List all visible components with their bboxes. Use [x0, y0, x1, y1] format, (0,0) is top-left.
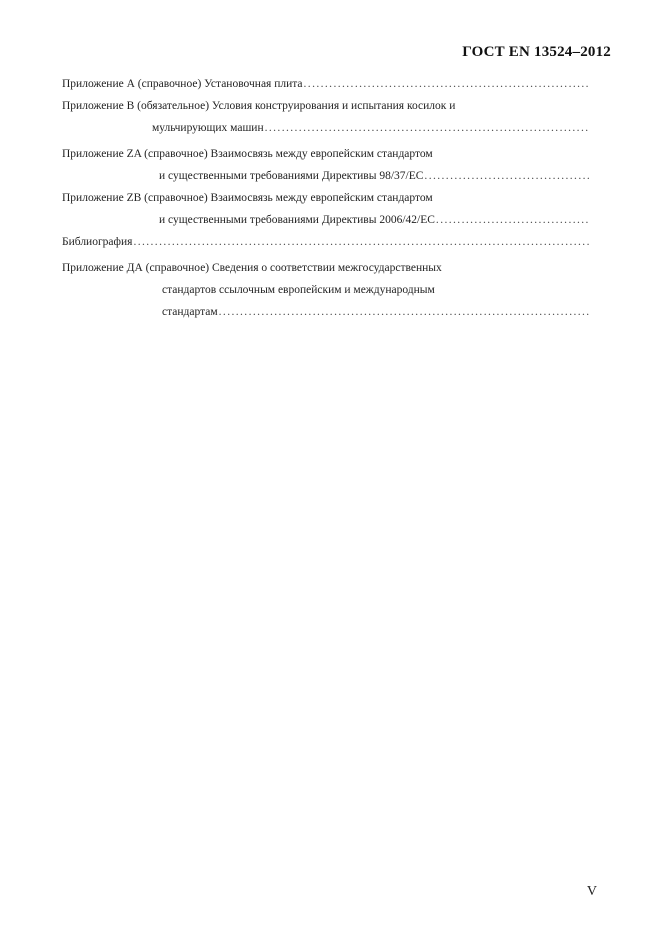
toc-entry-annex-a[interactable]: [62, 73, 590, 95]
toc-entry-annex-za[interactable]: [62, 143, 590, 187]
toc-entry-text: Приложение А (справочное) Установочная плита: [62, 78, 303, 90]
toc-line: [62, 95, 590, 117]
toc-line: [62, 117, 590, 139]
toc-line: [62, 73, 590, 95]
toc-entry-text-continued: мульчирующих машин: [152, 122, 264, 134]
toc-entry-annex-zb[interactable]: [62, 187, 590, 231]
toc-entry-text: Приложение ZB (справочное) Взаимосвязь между европейским стандартом: [62, 192, 433, 204]
dot-leader: [265, 117, 590, 139]
toc-entry-bibliography[interactable]: [62, 231, 590, 253]
page-number: V: [586, 884, 597, 899]
dot-leader: [436, 209, 590, 231]
toc-entry-text-continued: и существенными требованиями Директивы 98/37/ЕС: [159, 170, 424, 182]
dot-leader: [133, 231, 590, 253]
toc-entry-text: Библиография: [62, 236, 133, 248]
toc-entry-annex-b[interactable]: [62, 95, 590, 139]
toc-line: [62, 231, 590, 253]
toc-entry-text: Приложение В (обязательное) Условия конструирования и испытания косилок и: [62, 100, 456, 112]
toc-line: [62, 165, 590, 187]
toc-entry-text: Приложение ДА (справочное) Сведения о соответствии межгосударственных: [62, 262, 442, 274]
toc-line: [62, 209, 590, 231]
toc-entry-text-continued: и существенными требованиями Директивы 2006/42/ЕС: [159, 214, 435, 226]
toc-entry-text-continued: стандартов ссылочным европейским и международным: [162, 284, 435, 296]
toc-entry-annex-da[interactable]: [62, 257, 590, 323]
toc-line: [62, 187, 590, 209]
document-code-header: ГОСТ EN 13524–2012: [462, 44, 611, 60]
toc-entry-text-continued: стандартам: [162, 306, 218, 318]
toc-line: [62, 301, 590, 323]
toc-entry-text: Приложение ZA (справочное) Взаимосвязь между европейским стандартом: [62, 148, 433, 160]
toc-line: [62, 143, 590, 165]
dot-leader: [424, 165, 590, 187]
table-of-contents: [62, 73, 590, 323]
toc-line: [62, 279, 590, 301]
dot-leader: [304, 73, 590, 95]
dot-leader: [219, 301, 590, 323]
toc-line: [62, 257, 590, 279]
